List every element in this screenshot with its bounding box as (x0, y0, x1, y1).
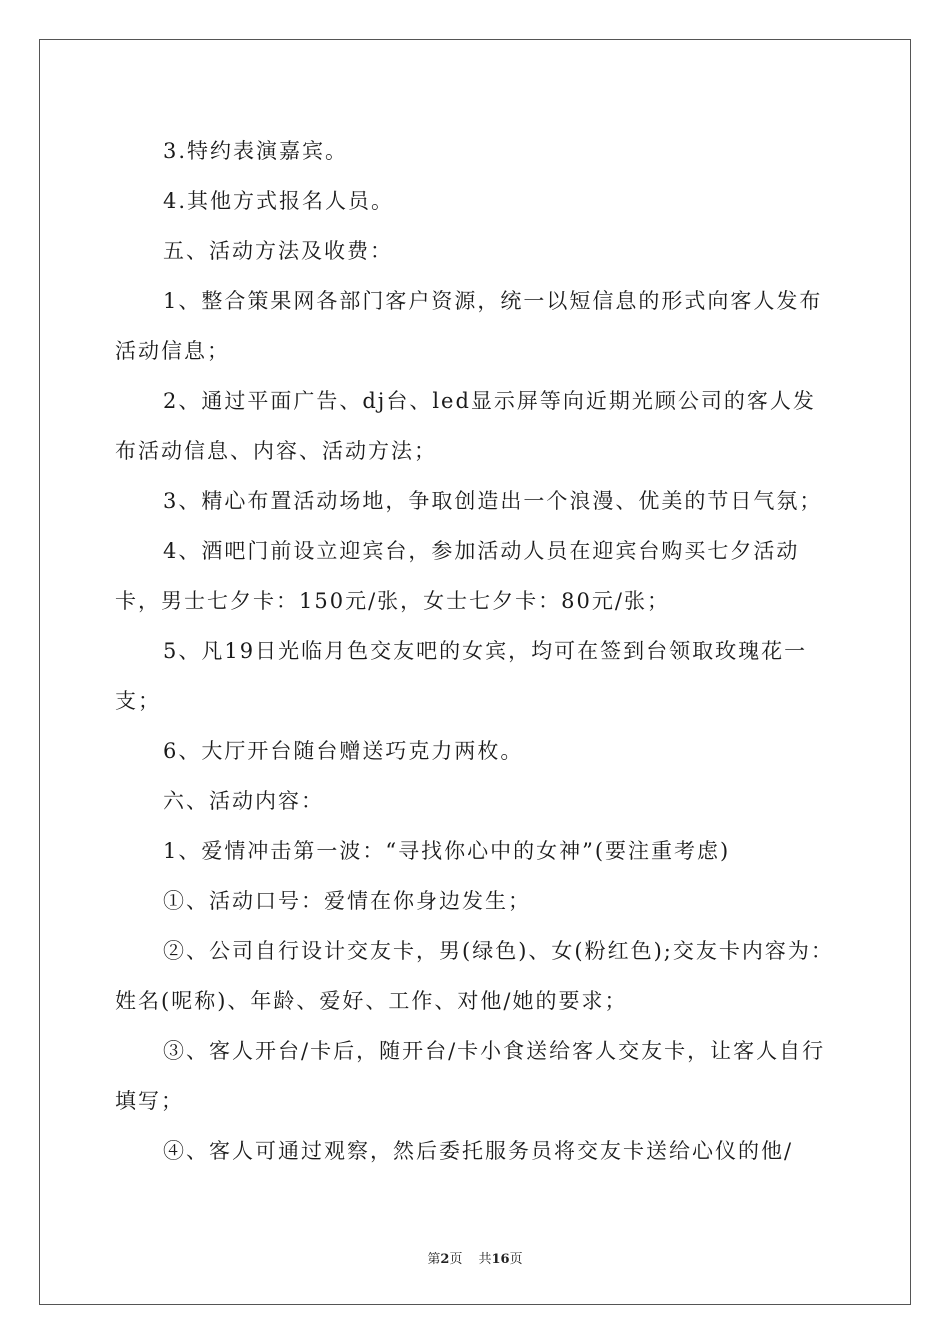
paragraph: 3.特约表演嘉宾。 (163, 139, 349, 163)
paragraph: ②、公司自行设计交友卡，男(绿色)、女(粉红色);交友卡内容为：姓名(呢称)、年龄、爱好、工作、对他/她的要求； (115, 939, 834, 1013)
paragraph: 4、酒吧门前设立迎宾台，参加活动人员在迎宾台购买七夕活动卡，男士七夕卡：150元/张，女士七夕卡：80元/张； (115, 539, 800, 613)
document-body (115, 126, 837, 1176)
section-heading: 五、活动方法及收费： (163, 239, 393, 263)
paragraph: ①、活动口号：爱情在你身边发生； (163, 889, 531, 913)
total-pages: 16 (491, 1252, 510, 1267)
section-heading: 六、活动内容： (163, 789, 324, 813)
paragraph: 3、精心布置活动场地，争取创造出一个浪漫、优美的节日气氛； (163, 489, 823, 513)
page-suffix: 页 (449, 1252, 463, 1267)
total-prefix: 共 (478, 1252, 492, 1267)
total-suffix: 页 (509, 1252, 523, 1267)
page-footer (0, 1248, 950, 1267)
paragraph: ④、客人可通过观察，然后委托服务员将交友卡送给心仪的他/ (163, 1139, 794, 1163)
paragraph: ③、客人开台/卡后，随开台/卡小食送给客人交友卡，让客人自行填写； (115, 1039, 826, 1113)
paragraph: 1、爱情冲击第一波：“寻找你心中的女神”(要注重考虑) (163, 839, 731, 863)
page-number: 2 (440, 1252, 450, 1267)
paragraph: 4.其他方式报名人员。 (163, 189, 395, 213)
paragraph: 1、整合策果网各部门客户资源，统一以短信息的形式向客人发布活动信息； (115, 289, 823, 363)
page-prefix: 第 (427, 1252, 441, 1267)
paragraph: 6、大厅开台随台赠送巧克力两枚。 (163, 739, 524, 763)
paragraph: 2、通过平面广告、dj台、led显示屏等向近期光顾公司的客人发布活动信息、内容、活动方法； (115, 389, 816, 463)
paragraph: 5、凡19日光临月色交友吧的女宾，均可在签到台领取玫瑰花一支； (115, 639, 808, 713)
